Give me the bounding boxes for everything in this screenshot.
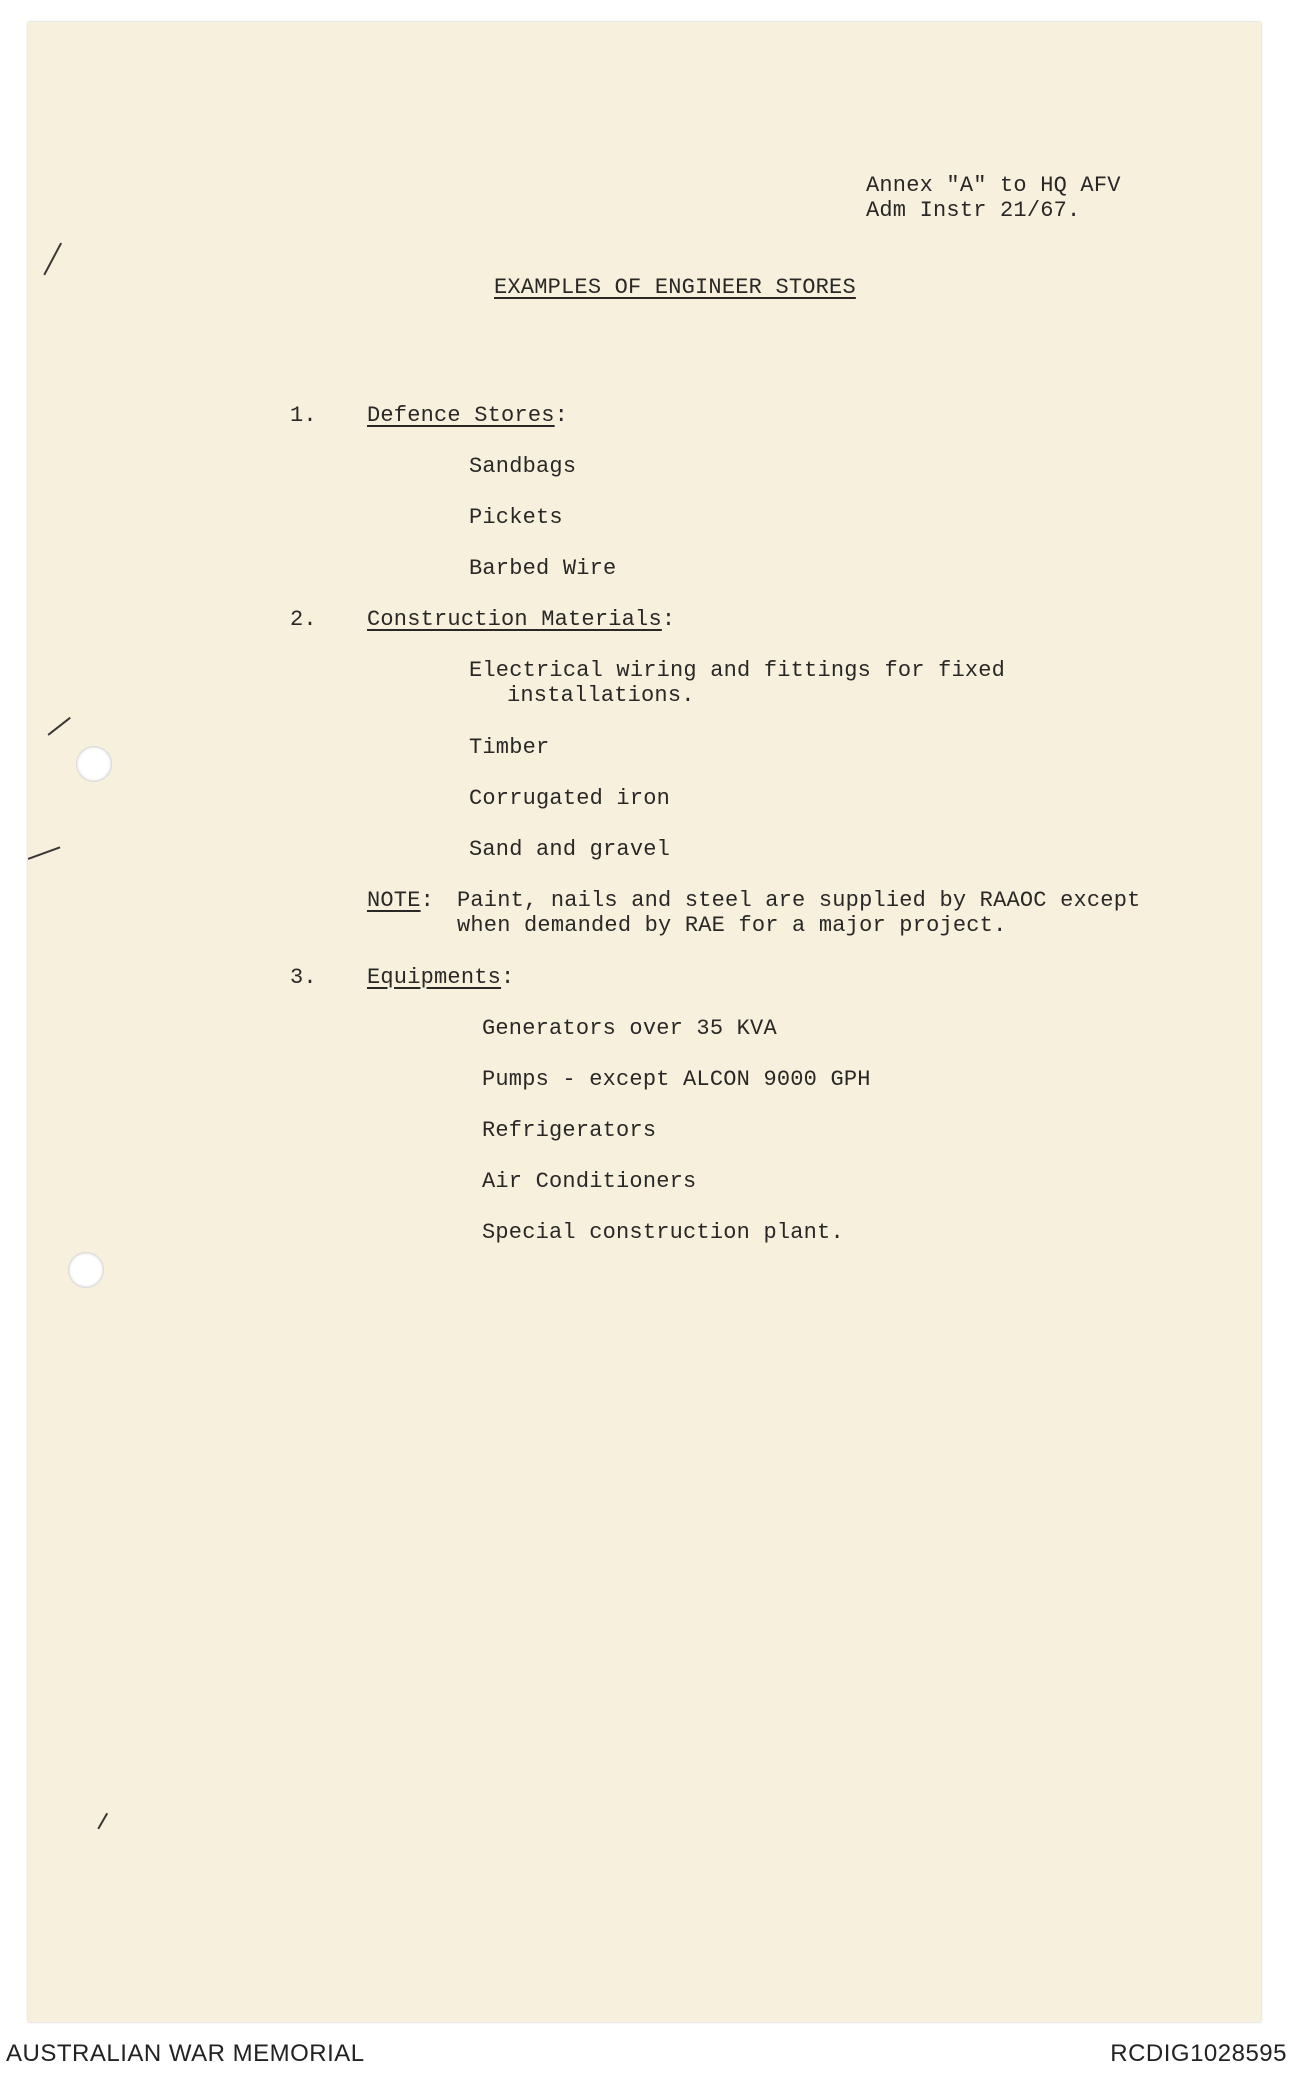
list-item: Corrugated iron (469, 786, 671, 811)
punch-hole-lower (68, 1252, 104, 1288)
list-item: Generators over 35 KVA (482, 1016, 777, 1041)
list-item: Electrical wiring and fittings for fixed (469, 658, 1006, 683)
section-heading: Defence Stores: (367, 403, 569, 428)
margin-mark (48, 717, 71, 735)
document-title: EXAMPLES OF ENGINEER STORES (494, 275, 856, 300)
footer-identifier: RCDIG1028595 (1110, 2040, 1287, 2067)
section-heading: Construction Materials: (367, 607, 676, 632)
list-item: Pickets (469, 505, 563, 530)
punch-hole-upper (76, 746, 112, 782)
annex-reference-line2: Adm Instr 21/67. (866, 198, 1081, 223)
list-item-continuation: installations. (507, 683, 695, 708)
list-item: Barbed Wire (469, 556, 617, 581)
note-text-line2: when demanded by RAE for a major project. (457, 913, 1007, 938)
footer-source: AUSTRALIAN WAR MEMORIAL (6, 2040, 365, 2067)
section-number: 3. (290, 965, 317, 990)
list-item: Sandbags (469, 454, 577, 479)
list-item: Refrigerators (482, 1118, 657, 1143)
list-item: Sand and gravel (469, 837, 671, 862)
margin-mark (97, 1813, 107, 1829)
section-number: 1. (290, 403, 317, 428)
list-item: Pumps - except ALCON 9000 GPH (482, 1067, 871, 1092)
list-item: Special construction plant. (482, 1220, 844, 1245)
margin-mark (43, 243, 61, 275)
note-text-line1: Paint, nails and steel are supplied by RAAOC except (457, 888, 1141, 913)
list-item: Air Conditioners (482, 1169, 697, 1194)
list-item: Timber (469, 735, 550, 760)
annex-reference-line1: Annex "A" to HQ AFV (866, 173, 1121, 198)
section-number: 2. (290, 607, 317, 632)
note-label: NOTE: (367, 888, 435, 913)
section-heading: Equipments: (367, 965, 515, 990)
margin-mark (28, 846, 60, 859)
